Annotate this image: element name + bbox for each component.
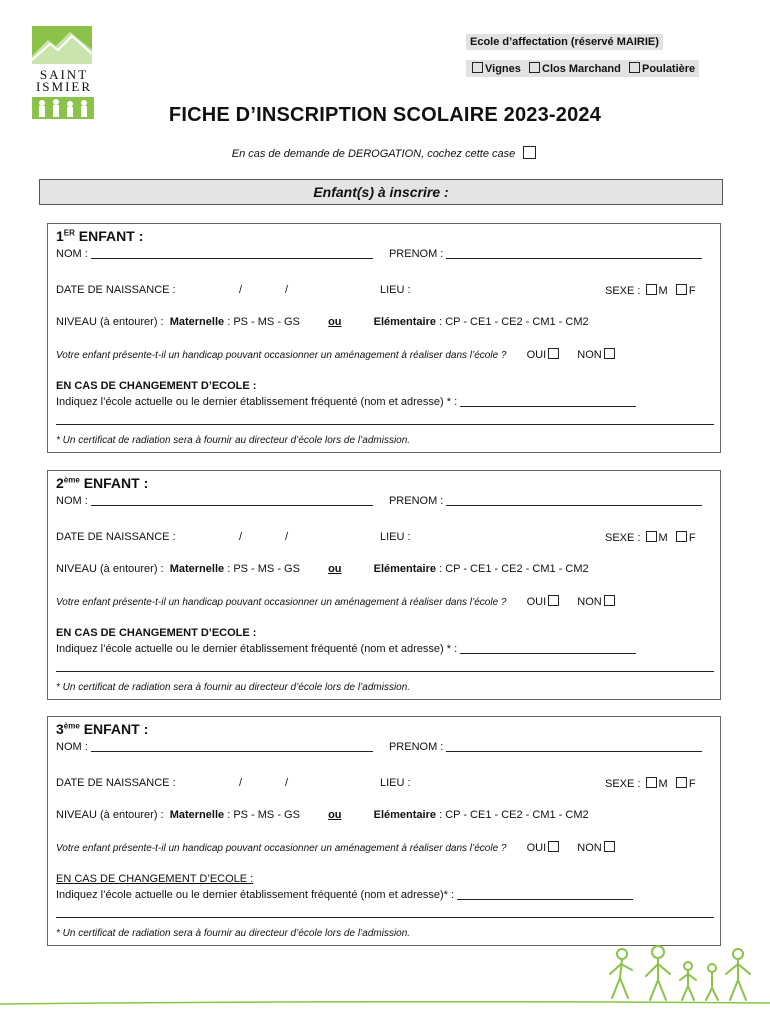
prenom-field[interactable] (446, 495, 702, 506)
sexe-group (605, 777, 696, 790)
sexe-group (605, 531, 696, 544)
elementaire-label: Elémentaire (373, 563, 437, 575)
birth-row (56, 284, 712, 296)
handicap-row (56, 841, 617, 854)
child-section-3 (47, 716, 721, 946)
changement-title: EN CAS DE CHANGEMENT D’ECOLE : (56, 627, 257, 639)
niveau-label: NIVEAU (à entourer) : (56, 809, 164, 821)
male-checkbox[interactable] (646, 284, 657, 295)
oui-label: OUI (526, 842, 547, 854)
school-vignes: Vignes (485, 63, 521, 75)
current-school-field-2[interactable] (56, 414, 714, 425)
current-school-field[interactable] (460, 643, 636, 654)
non-label: NON (577, 349, 602, 361)
prenom-label: PRENOM : (388, 248, 444, 260)
certificat-text: * Un certificat de radiation sera à fournir au directeur d’école lors de l’admission. (56, 682, 411, 693)
naissance-label: DATE DE NAISSANCE : (56, 531, 176, 543)
school-row (56, 889, 633, 901)
prenom-field[interactable] (446, 741, 702, 752)
derogation-row (0, 146, 770, 160)
lieu-label: LIEU : (380, 777, 411, 789)
female-checkbox[interactable] (676, 777, 687, 788)
non-label: NON (577, 596, 602, 608)
name-row (56, 248, 702, 260)
ou-label: ou (328, 809, 342, 821)
child-heading: 1ER ENFANT : (56, 228, 144, 244)
name-row (56, 741, 702, 753)
non-checkbox[interactable] (604, 841, 615, 852)
child-section-1 (47, 223, 721, 453)
certificat-text: * Un certificat de radiation sera à fournir au directeur d’école lors de l’admission. (56, 928, 411, 939)
child-section-2 (47, 470, 721, 700)
children-banner: Enfant(s) à inscrire : (39, 179, 723, 205)
female-label: F (688, 532, 696, 544)
lieu-label: LIEU : (380, 531, 411, 543)
non-checkbox[interactable] (604, 595, 615, 606)
female-label: F (688, 285, 696, 297)
naissance-label: DATE DE NAISSANCE : (56, 777, 176, 789)
date-slash-2: / (285, 531, 289, 543)
maternelle-levels[interactable]: : PS - MS - GS (227, 809, 300, 821)
prenom-field[interactable] (446, 248, 702, 259)
current-school-field-2[interactable] (56, 661, 714, 672)
derogation-text: En cas de demande de DEROGATION, cochez cette case (231, 148, 516, 160)
nom-field[interactable] (91, 495, 373, 506)
school-poulatiere: Poulatière (641, 63, 696, 75)
niveau-row (56, 316, 589, 328)
logo-line-2: ISMIER (35, 79, 93, 94)
ou-label: ou (328, 563, 342, 575)
prenom-label: PRENOM : (388, 495, 444, 507)
child-heading: 2ème ENFANT : (56, 475, 149, 491)
nom-label: NOM : (56, 495, 88, 507)
maternelle-label: Maternelle (169, 563, 225, 575)
current-school-field-2[interactable] (56, 907, 714, 918)
maternelle-levels[interactable]: : PS - MS - GS (227, 316, 300, 328)
school-row-2 (56, 414, 714, 426)
child-heading: 3ème ENFANT : (56, 721, 149, 737)
changement-title: EN CAS DE CHANGEMENT D’ECOLE : (56, 380, 257, 392)
school-options (466, 60, 699, 77)
male-label: M (658, 778, 668, 790)
school-row (56, 643, 636, 655)
female-label: F (688, 778, 696, 790)
elementaire-label: Elémentaire (373, 316, 437, 328)
male-checkbox[interactable] (646, 777, 657, 788)
certificat-note (56, 681, 410, 693)
certificat-note (56, 434, 410, 446)
certificat-text: * Un certificat de radiation sera à fournir au directeur d’école lors de l’admission. (56, 435, 411, 446)
sexe-label: SEXE : (605, 285, 641, 297)
lieu-label: LIEU : (380, 284, 411, 296)
nom-field[interactable] (91, 741, 373, 752)
sexe-group (605, 284, 696, 297)
oui-checkbox[interactable] (548, 595, 559, 606)
school-row-2 (56, 661, 714, 673)
date-slash-1: / (239, 284, 243, 296)
mountain-logo-icon (32, 26, 92, 64)
ou-label: ou (328, 316, 342, 328)
date-slash-2: / (285, 284, 289, 296)
handicap-question: Votre enfant présente-t-il un handicap pouvant occasionner un aménagement à réaliser dans l’école ? (56, 597, 507, 608)
male-label: M (658, 285, 668, 297)
oui-checkbox[interactable] (548, 348, 559, 359)
poulatiere-checkbox[interactable] (629, 62, 640, 73)
elementaire-levels[interactable]: : CP - CE1 - CE2 - CM1 - CM2 (439, 316, 589, 328)
nom-field[interactable] (91, 248, 373, 259)
niveau-row (56, 563, 589, 575)
current-school-field[interactable] (457, 889, 633, 900)
indiquez-text: Indiquez l’école actuelle ou le dernier établissement fréquenté (nom et adresse) * : (56, 396, 458, 408)
non-checkbox[interactable] (604, 348, 615, 359)
vignes-checkbox[interactable] (472, 62, 483, 73)
oui-checkbox[interactable] (548, 841, 559, 852)
current-school-field[interactable] (460, 396, 636, 407)
indiquez-text: Indiquez l’école actuelle ou le dernier établissement fréquenté (nom et adresse) * : (56, 643, 458, 655)
date-slash-1: / (239, 531, 243, 543)
indiquez-text: Indiquez l’école actuelle ou le dernier établissement fréquenté (nom et adresse)* : (56, 889, 455, 901)
niveau-row (56, 809, 589, 821)
name-row (56, 495, 702, 507)
date-slash-2: / (285, 777, 289, 789)
handicap-row (56, 595, 617, 608)
niveau-label: NIVEAU (à entourer) : (56, 563, 164, 575)
maternelle-label: Maternelle (169, 316, 225, 328)
elementaire-levels[interactable]: : CP - CE1 - CE2 - CM1 - CM2 (439, 563, 589, 575)
oui-label: OUI (526, 349, 547, 361)
oui-label: OUI (526, 596, 547, 608)
non-label: NON (577, 842, 602, 854)
ground-line (0, 1000, 770, 1006)
certificat-note (56, 927, 410, 939)
male-checkbox[interactable] (646, 531, 657, 542)
handicap-row (56, 348, 617, 361)
date-slash-1: / (239, 777, 243, 789)
nom-label: NOM : (56, 248, 88, 260)
sexe-label: SEXE : (605, 532, 641, 544)
family-illustration-icon (600, 944, 765, 1004)
handicap-question: Votre enfant présente-t-il un handicap pouvant occasionner un aménagement à réaliser dans l’école ? (56, 350, 507, 361)
handicap-question: Votre enfant présente-t-il un handicap pouvant occasionner un aménagement à réaliser dans l’école ? (56, 843, 507, 854)
clos-marchand-checkbox[interactable] (529, 62, 540, 73)
school-clos-marchand: Clos Marchand (542, 63, 621, 75)
school-row-2 (56, 907, 714, 919)
male-label: M (658, 532, 668, 544)
female-checkbox[interactable] (676, 284, 687, 295)
nom-label: NOM : (56, 741, 88, 753)
maternelle-levels[interactable]: : PS - MS - GS (227, 563, 300, 575)
maternelle-label: Maternelle (169, 809, 225, 821)
naissance-label: DATE DE NAISSANCE : (56, 284, 176, 296)
logo-line-1: SAINT (39, 67, 89, 82)
page-title: FICHE D’INSCRIPTION SCOLAIRE 2023-2024 (168, 104, 602, 126)
derogation-checkbox[interactable] (523, 146, 536, 159)
sexe-label: SEXE : (605, 778, 641, 790)
prenom-label: PRENOM : (388, 741, 444, 753)
female-checkbox[interactable] (676, 531, 687, 542)
elementaire-label: Elémentaire (373, 809, 437, 821)
birth-row (56, 531, 712, 543)
changement-title: EN CAS DE CHANGEMENT D’ECOLE : (56, 873, 254, 885)
school-row (56, 396, 636, 408)
elementaire-levels[interactable]: : CP - CE1 - CE2 - CM1 - CM2 (439, 809, 589, 821)
mairie-reserved-label: Ecole d’affectation (réservé MAIRIE) (466, 34, 663, 50)
niveau-label: NIVEAU (à entourer) : (56, 316, 164, 328)
birth-row (56, 777, 712, 789)
